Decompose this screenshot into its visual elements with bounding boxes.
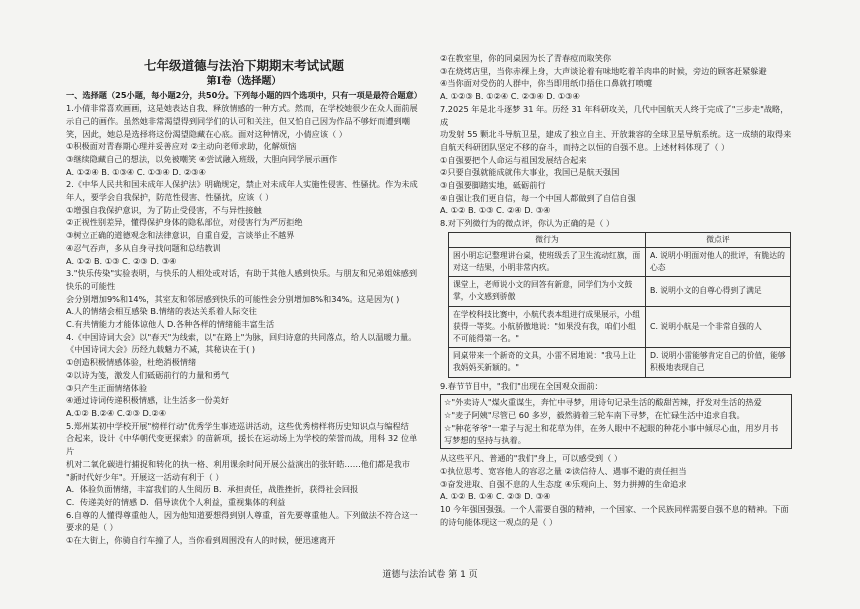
text-line: 笑，因此，她总是选择将这份渴望隐藏在心底。面对这种情况，小倩应该（ ）	[66, 128, 347, 139]
table-cell: 同桌带来一个新奇的文具，小雷不屑地说："我马上让我妈妈买新颖的。"	[449, 348, 646, 377]
question-9-intro: 9.春节节目中，"我们"出现在全国观众面前：	[440, 380, 603, 391]
table-row	[449, 277, 791, 306]
table-cell: 课堂上，老师说小文的回答有新意，同学们为小文鼓掌，小文感到骄傲	[449, 277, 646, 306]
text-line: 6.自尊的人懂得尊重他人，因为他知道要想得到别人尊重，首先要尊重他人。下列做法不符合这一	[66, 509, 418, 520]
text-line: A.人的情绪会相互感染 B.情绪的表达关系着人际交往	[66, 306, 257, 317]
text-line: A.①② B.②④ C.②③ D.②④	[66, 407, 167, 418]
text-line: 合起来，设计《中华朝代变更探索》的苗新项，援长在运动场上为学校的荣誉而战，用科 32 位单片	[66, 433, 418, 457]
table-cell: C. 说明小航是一个非常自强的人	[646, 306, 791, 348]
text-line: ①执位思考、宽容他人的容忍之量 ②读信待人、遇事不避的责任担当	[440, 465, 687, 476]
text-line: 要求的是（ ）	[66, 522, 118, 533]
exam-title: 七年级道德与法治下期期末考试试题	[143, 58, 344, 73]
text-line: ④忍气吞声，多从自身寻找问题和总结教训	[66, 242, 221, 253]
text-line: 年人，要学会自我保护，防范性侵害、性骚扰，应该（ ）	[66, 192, 274, 203]
text-line: A. ①② B. ①③ C. ②④ D. ③④	[440, 205, 551, 216]
text-line: 示自己的画作。虽然她非常渴望得到同学们的认可和关注，但又怕自己因为作品不够好而遭到嘲	[66, 115, 410, 126]
right-column	[440, 52, 792, 528]
text-line: 从这些平凡、普通的"我们"身上，可以感受到（ ）	[440, 453, 623, 464]
text-line: 8.对下列微行为的微点评，你认为正确的是（ ）	[440, 218, 615, 229]
text-line: 3."快乐传染"实验表明，与快乐的人相处或对话，有助于其他人感到快乐。与朋友和兄弟姐妹感到快乐的可能性	[66, 268, 418, 291]
text-line: ②以诗为笺，激发人们砥砺前行的力量和勇气	[66, 369, 229, 380]
text-line: ④自强让我们更自信，每一个中国人都做到了自信自强	[440, 192, 636, 203]
question-8-table	[448, 232, 791, 378]
text-line: ③自强要脚踏实地，砥砺前行	[440, 180, 546, 191]
text-line: A. ①② B. ①③ C. ②③ D. ③④	[66, 255, 177, 266]
question-9-box	[440, 394, 792, 449]
text-line: A．体验负面情绪，丰富我们的人生阅历 B．承担责任，战胜挫折，获得社会回报	[66, 484, 359, 495]
text-line: ☆"种花爷爷"一辈子与泥土和花草为伴，在务人眼中不起眼的种花小事中倾尽心血，用岁月书	[444, 422, 779, 433]
left-column	[66, 52, 422, 547]
text-line: ③树立正确的道德观念和法律意识，自重自爱，言谈举止不越界	[66, 230, 295, 241]
right-question-list-bottom	[440, 452, 792, 528]
table-cell: B. 说明小文的自尊心得到了满足	[646, 277, 791, 306]
left-question-list	[66, 102, 422, 547]
table-cell: A. 说明小明面对他人的批评，有脆达的心态	[646, 247, 791, 276]
text-line: 的诗句能体现这一观点的是（ ）	[440, 516, 558, 527]
text-line: ①在大街上，你骑自行车撞了人，当你看到周围没有人的时候，便迅速离开	[66, 535, 336, 546]
text-line: 机对二氧化碳进行捕捉和转化的执一格、利用课余时间开展公益演出的张轩皓……他们都是我市	[66, 458, 410, 469]
text-line: 7.2025 年是北斗逐梦 31 年。历经 31 年科研攻关，几代中国航天人终于完成了"三步走"战略，成	[440, 103, 789, 127]
text-line: ②只要自强就能成就伟大事业，我国已是航天强国	[440, 167, 620, 178]
text-line: ②正视性别差异，懂得保护身体的隐私部位，对侵害行为严厉拒绝	[66, 217, 303, 228]
text-line: ②在教室里，你的同桌因为长了青春痘而取笑你	[440, 53, 612, 63]
text-line: 功发射 55 颗北斗导航卫星，建成了独立自主、开放兼容的全球卫星导航系统。这一成绩的取得来	[440, 129, 792, 140]
text-line: C.有共情能力才能体谅他人 D.各种各样的情绪能丰富生活	[66, 319, 275, 330]
text-line: 5.郑州某初中学校开展"榜样行动"优秀学生事迹巡讲活动，这些优秀榜样将历史知识点与编程结	[66, 420, 409, 431]
text-line: 《中国诗词大会》历经九载魅力不减，其秘诀在于( )	[66, 344, 256, 355]
text-line: 4.《中国诗词大会》以"春天"为线索，以"在路上"为脉，回归诗意的共同落点，给人以温暖力量。	[66, 331, 417, 342]
text-line: ④当你面对受伤的人群中，你当即用纸巾捂住口鼻就打喷嚏	[440, 78, 653, 89]
text-line: 自航天科研团队坚定不移的奋斗，而持之以恒的自强不息。上述材料体现了（ ）	[440, 141, 730, 152]
text-line: 写梦想的坚持与执着。	[444, 435, 526, 446]
table-row	[449, 348, 791, 377]
table-header-comment: 微点评	[646, 232, 791, 247]
text-line: A. ①②④ B. ①③④ C. ①③④ D. ②③④	[66, 166, 206, 177]
table-cell: 在学校科技比赛中，小航代表本组进行成果展示，小组获得一等奖。小航骄傲地说："如果没有我，咱们小组不可能得第一名。"	[449, 306, 646, 348]
text-line: 会分别增加9%和14%，其室友和邻居感到快乐的可能性会分别增加8%和34%。这是因为( )	[66, 293, 400, 304]
text-line: 1.小倩非常喜欢画画，这是她表达自我、释放情感的一种方式。然而，在学校她很少在众人面前展	[66, 103, 418, 114]
text-line: 2.《中华人民共和国未成年人保护法》明确规定，禁止对未成年人实施性侵害、性骚扰。作为未成	[66, 179, 418, 190]
text-line: ①积极面对青春期心理并妥善应对 ②主动向老师求助，化解烦恼	[66, 141, 297, 152]
text-line: ☆"麦子阿姨"尽管已 60 多岁，毅然骑着三轮车南下寻梦，在忙碌生活中追求自我。	[444, 410, 745, 421]
text-line: ①增强自我保护意识，为了防止受侵害，不与异性接触	[66, 204, 262, 215]
text-line: 10 今年强国强强。一个人需要自强的精神，一个国家、一个民族同样需要自强不息的精神。下面	[440, 504, 789, 514]
text-line: ④通过诗词传递积极情感，让生活多一份美好	[66, 395, 229, 406]
table-cell: 困小明忘记整理讲台桌，使班级丢了卫生流动红旗，面对这一结果，小明非常内疚。	[449, 247, 646, 276]
text-line: A. ①② B. ①④ C. ②③ D. ③④	[440, 491, 551, 502]
text-line: ①创造积极情感体验，杜绝消极情绪	[66, 357, 197, 368]
text-line: ③奋发进取、自强不息的人生态度 ④乐观向上、努力拼搏的生命追求	[440, 478, 687, 489]
section-heading: 一、选择题（25小题，每小题2分，共50分。下列每小题的四个选项中，只有一项是最符合题意）	[66, 90, 422, 101]
text-line: ③只产生正面情绪体验	[66, 382, 148, 393]
text-line: ③继续隐藏自己的想法，以免被嘲笑 ④尝试融入班级，大胆向同学展示画作	[66, 153, 338, 164]
text-line: ☆"外卖诗人"煤火重谋生，奔忙中寻梦，用诗句记录生活的酸甜苦辣，抒发对生活的热爱	[444, 397, 762, 408]
text-line: "新时代好少年"。开展这一活动有利于（ ）	[66, 471, 224, 482]
page-footer: 道德与法治试卷 第 1 页	[382, 570, 478, 580]
right-question-list-top	[440, 52, 792, 230]
text-line: ①自强要把个人命运与祖国发展结合起来	[440, 154, 587, 165]
table-cell: D. 说明小雷能够肯定自己的价值，能够积极地表现自己	[646, 348, 791, 377]
text-line: A. ①②③ B. ①②④ C. ②③④ D. ①③④	[440, 91, 580, 102]
table-row	[449, 306, 791, 348]
table-row	[449, 247, 791, 276]
text-line: C．传递美好的情感 D．倡导读优个人利益，重视集体的利益	[66, 496, 286, 507]
table-header-behavior: 微行为	[449, 232, 646, 247]
part-title: 第Ⅰ卷（选择题）	[206, 75, 282, 87]
text-line: ③在烧烤店里，当你赤裸上身，大声谈论着有味地吃着羊肉串的时候，旁边的顾客赶紧躲避	[440, 65, 767, 76]
